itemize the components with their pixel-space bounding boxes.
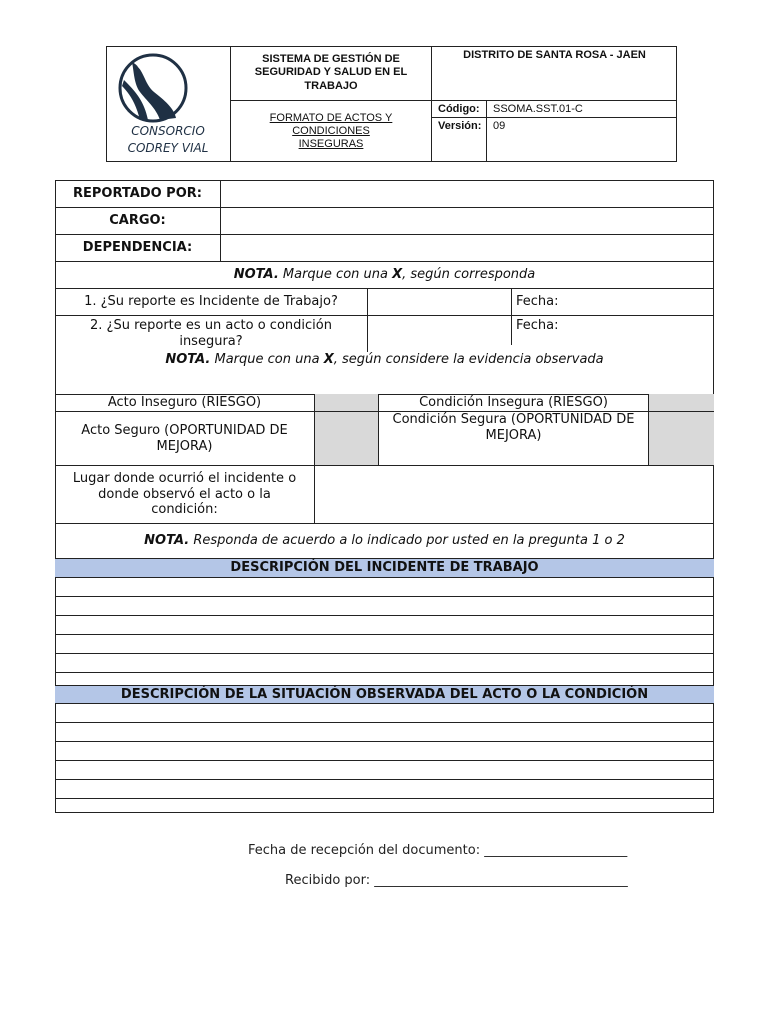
dependency-field[interactable]: [221, 235, 714, 262]
note3-text: Responda de acuerdo a lo indicado por usted en la pregunta 1 o 2: [189, 533, 625, 549]
unsafe-condition-checkbox[interactable]: [649, 394, 714, 412]
district-title: DISTRITO DE SANTA ROSA - JAEN: [432, 46, 677, 101]
safe-act-label: Acto Seguro (OPORTUNIDAD DE MEJORA): [55, 412, 315, 466]
note-evidence: [55, 351, 714, 369]
company-name: [106, 124, 230, 156]
incident-description-lines[interactable]: [55, 578, 714, 686]
note-mark-x: [55, 262, 714, 289]
question-incident-answer[interactable]: [368, 289, 512, 316]
company-name-line2: CODREY VIAL: [127, 141, 209, 156]
section-incident-description: DESCRIPCIÓN DEL INCIDENTE DE TRABAJO: [55, 559, 714, 578]
format-title: [231, 101, 432, 162]
unsafe-act-checkbox[interactable]: [315, 394, 379, 412]
safe-condition-label: Condición Segura (OPORTUNIDAD DE MEJORA): [379, 412, 649, 466]
logo-cell: [106, 46, 231, 162]
code-value: SSOMA.SST.01-C: [487, 101, 677, 118]
text-line[interactable]: [55, 723, 714, 742]
company-logo: [114, 50, 192, 131]
reception-date-line[interactable]: Fecha de recepción del documento: ______________________: [248, 843, 628, 858]
date-label-incident: Fecha:: [512, 289, 714, 316]
company-name-line1: CONSORCIO: [131, 124, 205, 138]
note2-prefix: NOTA.: [165, 352, 211, 368]
text-line[interactable]: [55, 597, 714, 616]
unsafe-condition-label: Condición Insegura (RIESGO): [379, 394, 649, 412]
note2-text-b: , según considere la evidencia observada: [333, 352, 604, 368]
question-act-condition: 2. ¿Su reporte es un acto o condición insegura?: [55, 316, 368, 352]
text-line[interactable]: [55, 799, 714, 817]
code-label: Código:: [432, 101, 487, 118]
version-value: 09: [493, 120, 506, 132]
safe-act-checkbox[interactable]: [315, 412, 379, 466]
received-by-line[interactable]: Recibido por: _______________________________________: [285, 873, 628, 888]
format-title-text: FORMATO DE ACTOS Y CONDICIONES INSEGURAS: [269, 111, 393, 151]
text-line[interactable]: [55, 654, 714, 673]
note2-text-a: Marque con una: [210, 352, 324, 368]
section-observed-situation: DESCRIPCIÓN DE LA SITUACIÓN OBSERVADA DEL ACTO O LA CONDICIÓN: [55, 685, 714, 704]
question-act-condition-answer[interactable]: [368, 316, 512, 345]
location-field[interactable]: [315, 466, 714, 524]
dependency-label: DEPENDENCIA:: [55, 235, 221, 262]
note2-x: X: [323, 352, 334, 368]
reported-by-label: REPORTADO POR:: [55, 180, 221, 208]
text-line[interactable]: [55, 578, 714, 597]
unsafe-act-label: Acto Inseguro (RIESGO): [55, 394, 315, 412]
safe-condition-checkbox[interactable]: [649, 412, 714, 466]
note-answer: [55, 524, 714, 559]
observed-situation-lines[interactable]: [55, 704, 714, 812]
note-prefix: NOTA.: [233, 267, 279, 283]
date-label-act: Fecha:: [516, 318, 559, 333]
text-line[interactable]: [55, 742, 714, 761]
note-text-b: , según corresponda: [402, 267, 536, 283]
text-line[interactable]: [55, 635, 714, 654]
text-line[interactable]: [55, 761, 714, 780]
system-title: SISTEMA DE GESTIÓN DE SEGURIDAD Y SALUD EN EL TRABAJO: [231, 46, 432, 101]
location-label: Lugar donde ocurrió el incidente o donde observó el acto o la condición:: [55, 466, 315, 524]
reported-by-field[interactable]: [221, 180, 714, 208]
position-label: CARGO:: [55, 208, 221, 235]
text-line[interactable]: [55, 704, 714, 723]
position-field[interactable]: [221, 208, 714, 235]
question-incident: 1. ¿Su reporte es Incidente de Trabajo?: [55, 289, 368, 316]
version-label: Versión:: [432, 118, 487, 162]
note3-prefix: NOTA.: [144, 533, 190, 549]
note-x: X: [392, 267, 403, 283]
text-line[interactable]: [55, 616, 714, 635]
note-text-a: Marque con una: [278, 267, 393, 283]
text-line[interactable]: [55, 780, 714, 799]
